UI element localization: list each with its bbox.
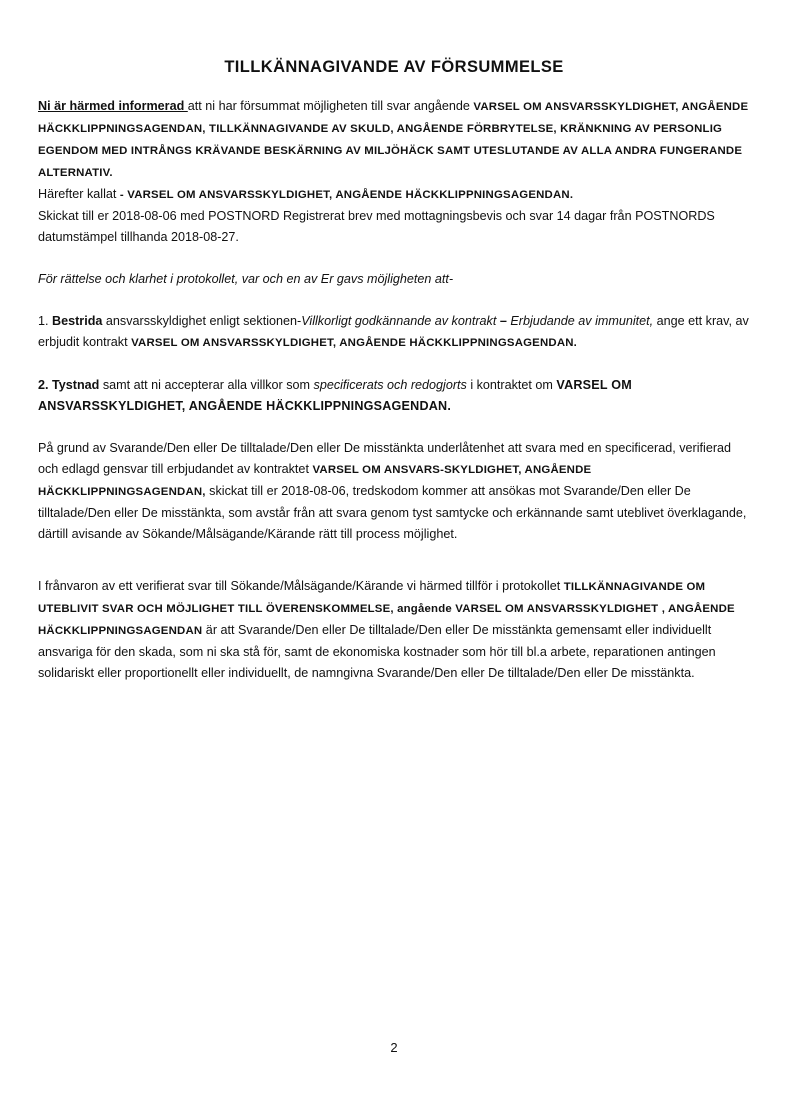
paragraph-notice — [38, 96, 750, 248]
caps-title-span: VARSEL OM ANSVARSSKYLDIGHET , ANGÅENDE HÄCKKLIPPNINGSAGENDAN — [38, 603, 735, 637]
caps-title-span: VARSEL OM ANSVARSSKYLDIGHET, ANGÅENDE HÄCKKLIPPNINGSAGENDAN. — [38, 378, 632, 413]
dash-span: – — [496, 314, 511, 328]
paragraph-for-the-record: För rättelse och klarhet i protokollet, var och en av Er gavs möjligheten att- — [38, 272, 454, 286]
spacer — [38, 545, 750, 566]
italic-span: Erbjudande av immunitet, — [510, 314, 654, 328]
paragraph-liability — [38, 576, 750, 684]
item-bold-term: Bestrida — [52, 314, 103, 328]
italic-span: specificerats och redogjorts — [313, 378, 467, 392]
list-item-dispute — [38, 311, 750, 354]
spacer — [38, 290, 750, 311]
spacer — [38, 354, 750, 375]
caps-title-span: VARSEL OM ANSVARSSKYLDIGHET, ANGÅENDE HÄCKKLIPPNINGSAGENDAN, TILLKÄNNAGIVANDE AV SKULD, ANGÅENDE FÖRBRYTELSE, KRÄNKNING AV PERSONLIG EGENDOM MED INTRÅNGS KRÄVANDE BESKÄRNING AV MILJÖHÄCK SAMT UTESLUTANDE AV ALLA ANDRA FUNGERANDE ALTERNATIV. — [38, 101, 749, 179]
caps-title-span: - VARSEL OM ANSVARSSKYLDIGHET, ANGÅENDE HÄCKKLIPPNINGSAGENDAN. — [119, 189, 574, 201]
text-span: i kontraktet om — [466, 378, 557, 392]
text-span: På grund av Svarande/Den eller De tilltalade/Den eller De misstänkta underlåtenhet att svara med en specificerad, verifierad och edlagd gensvar till erbjudandet av kontraktet — [38, 441, 732, 476]
list-item-silence — [38, 375, 750, 417]
item-bold-term: 2. Tystnad — [38, 378, 100, 392]
lead-informed: Ni är härmed informerad — [38, 99, 188, 113]
spacer — [38, 417, 750, 438]
text-span: skickat till er 2018-08-06, tredskodom kommer att ansökas mot Svarande/Den eller De tilltalade/Den eller De misstänkta, som avstår från att svara genom tyst samtycke och erkännande samt uteblivet överklagande, därtill avisande av Sökande/Målsägande/Kärande rätt till process möjlighet. — [38, 484, 747, 541]
caps-title-span: VARSEL OM ANSVARS-SKYLDIGHET, ANGÅENDE HÄCKKLIPPNINGSAGENDAN, — [38, 464, 592, 498]
document-body — [38, 96, 750, 684]
text-span: är att Svarande/Den eller De tilltalade/Den eller De misstänkta gemensamt eller individuellt ansvariga för den skada, som ni ska stå för, samt de ekonomiska kostnader som hör till bl.a arbete, reparationen antingen solidariskt eller proportionellt eller individuellt, de namngivna Svarande/Den eller De tilltalade/Den eller De misstänkta. — [38, 623, 716, 680]
text-span: ansvarsskyldighet enligt sektionen- — [102, 314, 302, 328]
caps-title-span: VARSEL OM ANSVARSSKYLDIGHET, ANGÅENDE HÄCKKLIPPNINGSAGENDAN. — [131, 337, 578, 349]
spacer — [38, 566, 750, 576]
paragraph-default-judgment — [38, 438, 750, 545]
page-number: 2 — [390, 1040, 398, 1055]
item-number: 1. — [38, 314, 53, 328]
bold-span: angående — [393, 603, 456, 615]
italic-span: Villkorligt godkännande av kontrakt — [301, 314, 497, 328]
text-span: att ni har försummat möjligheten till svar angående — [187, 99, 474, 113]
text-span: Skickat till er 2018-08-06 med POSTNORD Registrerat brev med mottagningsbevis och svar 14 dagar från POSTNORDS datumstämpel tillhanda 2018-08-27. — [38, 209, 715, 244]
spacer — [38, 248, 750, 269]
text-span: ange ett krav, av erbjudit kontrakt — [38, 314, 749, 349]
text-span: samt att ni accepterar alla villkor som — [99, 378, 314, 392]
text-span: I frånvaron av ett verifierat svar till Sökande/Målsägande/Kärande vi härmed tillför i protokollet — [38, 579, 564, 593]
document-page — [38, 0, 750, 1111]
caps-title-span: TILLKÄNNAGIVANDE OM UTEBLIVIT SVAR OCH MÖJLIGHET TILL ÖVERENSKOMMELSE, — [38, 581, 706, 615]
text-span: Härefter kallat — [38, 187, 120, 201]
document-title: TILLKÄNNAGIVANDE AV FÖRSUMMELSE — [224, 58, 564, 76]
